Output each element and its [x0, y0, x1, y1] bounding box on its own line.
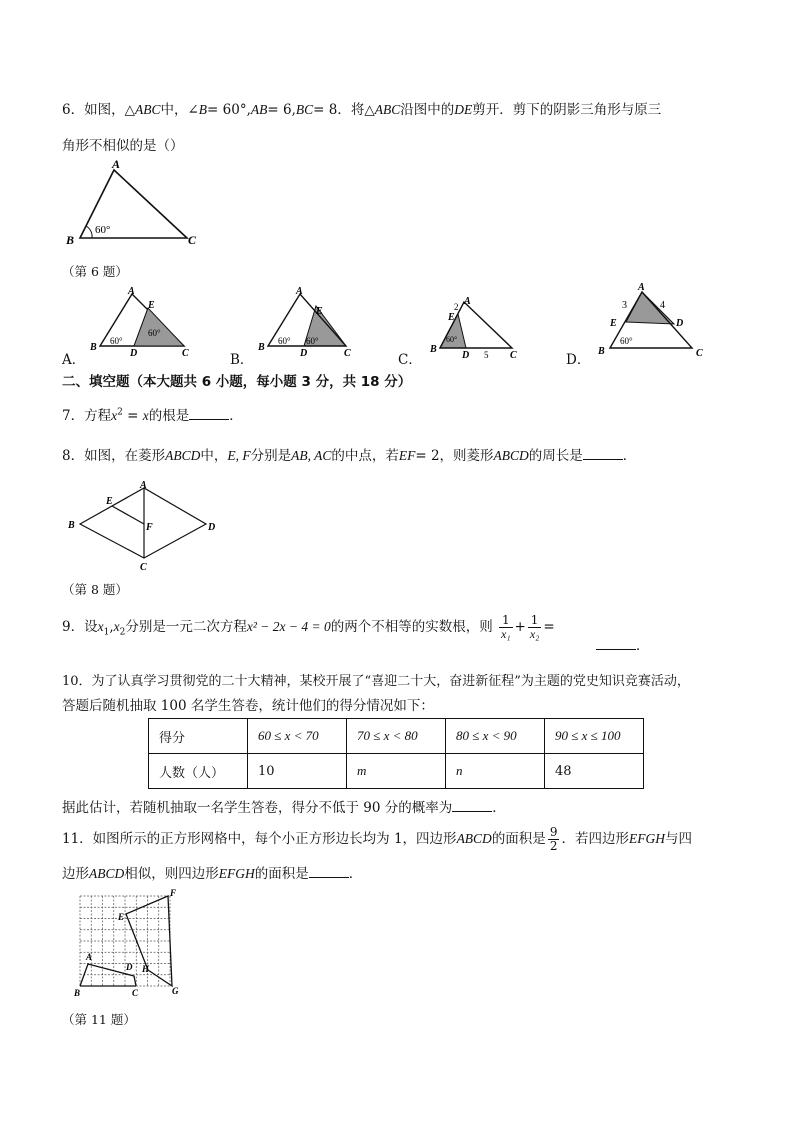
- svg-text:B: B: [74, 988, 81, 998]
- svg-text:A: A: [638, 282, 645, 293]
- q11-grid-figure: [64, 888, 184, 1000]
- q10-line3: 据此估计，若随机抽取一名学生答卷，得分不低于 90 分的概率为 ．: [62, 800, 506, 816]
- svg-text:A: A: [140, 480, 147, 491]
- q6-option-c-label: C．: [398, 352, 422, 368]
- svg-text:D: D: [300, 348, 308, 358]
- table-cell: 70 ≤ x < 80: [347, 719, 446, 754]
- svg-text:B: B: [90, 342, 97, 353]
- q10-answer-blank[interactable]: [452, 810, 492, 812]
- svg-text:5: 5: [484, 350, 489, 358]
- svg-text:60°: 60°: [148, 328, 161, 338]
- q9-fraction-1: $\frac{1}{\text{x₁}}$: [501, 613, 511, 641]
- table-cell: 90 ≤ x ≤ 100: [545, 719, 644, 754]
- q8-rhombus-figure: [66, 478, 218, 572]
- svg-text:C: C: [182, 348, 189, 358]
- q6-option-b-label: B．: [230, 352, 254, 368]
- section-heading: 二、填空题（本大题共 6 小题，每小题 3 分，共 18 分）: [62, 374, 412, 390]
- q7-answer-blank[interactable]: [189, 418, 229, 420]
- svg-text:A: A: [112, 160, 121, 171]
- svg-text:F: F: [146, 522, 153, 533]
- svg-text:E: E: [610, 318, 617, 329]
- svg-text:D: D: [126, 962, 133, 972]
- q6-option-a-figure: [86, 286, 196, 358]
- svg-text:H: H: [142, 964, 150, 974]
- svg-text:C: C: [140, 562, 147, 572]
- table-cell: 10: [248, 754, 347, 789]
- svg-text:E: E: [118, 912, 125, 922]
- svg-text:4: 4: [660, 300, 665, 311]
- table-cell: n: [446, 754, 545, 789]
- table-cell: m: [347, 754, 446, 789]
- svg-text:60°: 60°: [620, 336, 633, 346]
- q8-caption: （第 8 题）: [62, 582, 128, 597]
- q9-answer: ．: [596, 634, 650, 654]
- svg-text:60°: 60°: [278, 336, 291, 346]
- svg-text:E: E: [448, 312, 455, 323]
- svg-text:C: C: [344, 348, 351, 358]
- svg-text:C: C: [510, 350, 517, 358]
- score-table: [148, 718, 644, 789]
- q11-fraction: $\frac{9}{2}$: [549, 825, 558, 853]
- svg-text:D: D: [676, 318, 684, 329]
- svg-text:E: E: [106, 496, 113, 507]
- table-row: [149, 754, 644, 789]
- svg-text:B: B: [258, 342, 265, 353]
- svg-text:G: G: [172, 986, 179, 996]
- svg-text:60°: 60°: [95, 224, 111, 236]
- svg-text:C: C: [696, 348, 703, 358]
- table-cell: 80 ≤ x < 90: [446, 719, 545, 754]
- table-cell: 48: [545, 754, 644, 789]
- table-cell: 60 ≤ x < 70: [248, 719, 347, 754]
- svg-text:A: A: [296, 286, 303, 297]
- svg-text:F: F: [170, 888, 177, 898]
- svg-text:2: 2: [454, 302, 459, 312]
- q6-option-d-label: D．: [566, 352, 591, 368]
- q10-line2: 答题后随机抽取 100 名学生答卷，统计他们的得分情况如下：: [62, 698, 434, 714]
- q11-answer-blank[interactable]: [309, 876, 349, 878]
- svg-text:B: B: [66, 233, 75, 247]
- q6-option-c-figure: [428, 296, 524, 358]
- svg-text:A: A: [464, 296, 471, 307]
- svg-text:C: C: [132, 988, 139, 998]
- svg-text:60°: 60°: [446, 335, 458, 344]
- svg-text:D: D: [208, 522, 216, 533]
- svg-text:D: D: [130, 348, 138, 358]
- svg-text:B: B: [598, 346, 605, 357]
- svg-text:A: A: [86, 952, 93, 962]
- q6-option-b-figure: [256, 286, 356, 358]
- svg-text:B: B: [68, 520, 75, 531]
- q8: 8．如图，在菱形ABCD中，E, F分别是AB, AC的中点，若EF= 2，则菱形ABCD的周长是 ．: [62, 448, 637, 464]
- svg-text:E: E: [148, 300, 155, 311]
- q6-line1: 6．如图，△ABC中，∠B= 60°,AB= 6,BC= 8．将△ABC沿图中的DE剪开．剪下的阴影三角形与原三: [62, 102, 662, 118]
- table-row: [149, 719, 644, 754]
- q9: 9．设$x_1,x_2$分别是一元二次方程x² − 2x − 4 = 0的两个不相等的实数根，则 $\frac{1}{\text{x₁}}$ + $\frac{1}{\text{x₂}}$ =: [62, 613, 555, 641]
- svg-text:D: D: [462, 350, 470, 358]
- table-cell: 人数（人）: [149, 754, 248, 789]
- q6-line2: 角形不相似的是（）: [62, 138, 184, 154]
- q10-line1: 10．为了认真学习贯彻党的二十大精神，某校开展了“喜迎二十大，奋进新征程”为主题的党史知识竞赛活动，: [62, 674, 690, 689]
- svg-text:3: 3: [622, 300, 627, 311]
- svg-text:A: A: [128, 286, 135, 297]
- q6-option-a-label: A．: [62, 352, 86, 368]
- q6-main-triangle: [62, 160, 202, 252]
- q7: 7．方程$x^2 = x$的根是 ．: [62, 407, 243, 424]
- q9-answer-blank[interactable]: [596, 648, 636, 650]
- svg-text:60°: 60°: [110, 336, 123, 346]
- q6-caption: （第 6 题）: [62, 264, 128, 279]
- svg-text:E: E: [316, 306, 323, 317]
- q11-line1: 11．如图所示的正方形网格中，每个小正方形边长均为 1，四边形ABCD的面积是 $\frac{9}{2}$ ．若四边形EFGH与四: [62, 825, 692, 853]
- q9-fraction-2: $\frac{1}{\text{x₂}}$: [529, 613, 540, 641]
- svg-text:C: C: [188, 233, 197, 247]
- svg-text:60°: 60°: [306, 336, 319, 346]
- table-cell: 得分: [149, 719, 248, 754]
- q8-answer-blank[interactable]: [583, 458, 623, 460]
- q11-line2: 边形ABCD相似，则四边形EFGH的面积是 ．: [62, 866, 363, 882]
- q11-caption: （第 11 题）: [62, 1012, 136, 1027]
- svg-text:B: B: [430, 344, 437, 355]
- q6-option-d-figure: [594, 282, 716, 358]
